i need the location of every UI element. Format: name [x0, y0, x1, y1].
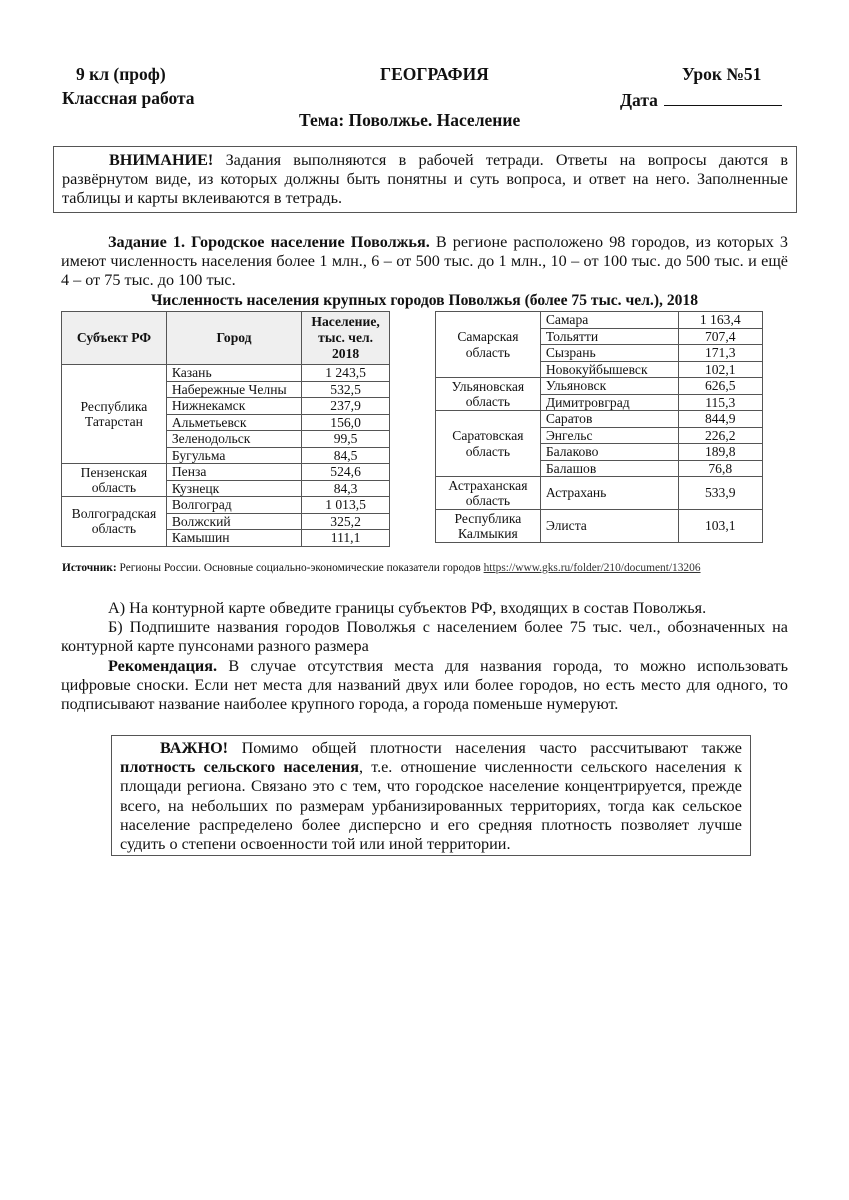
source-link[interactable]: https://www.gks.ru/folder/210/document/13206 [483, 562, 701, 574]
population-cell: 626,5 [678, 378, 763, 395]
city-cell: Тольятти [540, 328, 678, 345]
important-text-1: Помимо общей плотности населения часто рассчитывают также [228, 739, 742, 757]
subject-cell: Астраханская область [436, 477, 541, 510]
population-cell: 99,5 [302, 431, 390, 448]
city-cell: Элиста [540, 510, 678, 543]
population-cell: 84,5 [302, 447, 390, 464]
population-cell: 84,3 [302, 480, 390, 497]
table-header-row [62, 312, 390, 365]
subject-cell: Самарская область [436, 312, 541, 378]
city-cell: Волгоград [166, 497, 301, 514]
table-row [436, 477, 763, 510]
city-cell: Димитровград [540, 394, 678, 411]
subject-cell: Волгоградская область [62, 497, 167, 547]
subject-cell: Республика Калмыкия [436, 510, 541, 543]
important-term: плотность сельского населения [120, 758, 359, 777]
population-cell: 533,9 [678, 477, 763, 510]
population-cell: 524,6 [302, 464, 390, 481]
population-cell: 844,9 [678, 411, 763, 428]
population-cell: 102,1 [678, 361, 763, 378]
lesson-number: Урок №51 [682, 64, 762, 84]
header-subject: Субъект РФ [62, 312, 167, 365]
table-row [436, 312, 763, 329]
population-cell: 171,3 [678, 345, 763, 362]
topic-title: Тема: Поволжье. Население [299, 110, 521, 130]
table-row [62, 365, 390, 382]
table-row [436, 510, 763, 543]
table-row [436, 378, 763, 395]
source-note [62, 562, 701, 574]
instructions [61, 599, 788, 714]
table-row [62, 497, 390, 514]
population-cell: 189,8 [678, 444, 763, 461]
city-cell: Балашов [540, 460, 678, 477]
work-type-label: Классная работа [62, 88, 195, 108]
population-cell: 226,2 [678, 427, 763, 444]
subject-cell: Республика Татарстан [62, 365, 167, 464]
population-cell: 532,5 [302, 381, 390, 398]
city-cell: Сызрань [540, 345, 678, 362]
attention-lead: ВНИМАНИЕ! [109, 151, 214, 169]
population-cell: 237,9 [302, 398, 390, 415]
city-cell: Энгельс [540, 427, 678, 444]
population-cell: 111,1 [302, 530, 390, 547]
population-table-right [435, 311, 763, 543]
date-label: Дата [620, 90, 658, 110]
important-lead: ВАЖНО! [160, 739, 229, 757]
city-cell: Самара [540, 312, 678, 329]
instruction-b: Б) Подпишите названия городов Поволжья с населением более 75 тыс. чел., обозначенных на контурной карте пунсонами разного размера [61, 618, 788, 656]
city-cell: Бугульма [166, 447, 301, 464]
task1-paragraph [61, 233, 788, 291]
header-city: Город [166, 312, 301, 365]
subject-cell: Саратовская область [436, 411, 541, 477]
city-cell: Саратов [540, 411, 678, 428]
population-cell: 1 243,5 [302, 365, 390, 382]
population-cell: 707,4 [678, 328, 763, 345]
important-text-2: , т.е. отношение численности сельского населения к площади региона. Связано это с тем, что городское население концентрируется, прежде всего, на небольших по размерам урбанизированных территориях, тогда как сельское население распределено более дисперсно и его средняя плотность позволяет лучше судить о степени освоенности той или иной территории. [120, 758, 743, 854]
population-cell: 76,8 [678, 460, 763, 477]
city-cell: Казань [166, 365, 301, 382]
source-text: Регионы России. Основные социально-экономические показатели городов [116, 562, 484, 574]
date-blank-line [664, 88, 782, 106]
city-cell: Камышин [166, 530, 301, 547]
population-table-left [61, 311, 390, 547]
city-cell: Нижнекамск [166, 398, 301, 415]
recommendation [61, 657, 788, 715]
city-cell: Зеленодольск [166, 431, 301, 448]
date-field [620, 88, 782, 110]
grade-label: 9 кл (проф) [76, 64, 166, 84]
population-cell: 1 013,5 [302, 497, 390, 514]
city-cell: Балаково [540, 444, 678, 461]
population-cell: 1 163,4 [678, 312, 763, 329]
task1-lead: Задание 1. Городское население Поволжья. [108, 233, 430, 251]
subject-cell: Ульяновская область [436, 378, 541, 411]
table-row [62, 464, 390, 481]
table-row [436, 411, 763, 428]
header-population: Население, тыс. чел. 2018 [302, 312, 390, 365]
city-cell: Кузнецк [166, 480, 301, 497]
city-cell: Астрахань [540, 477, 678, 510]
city-cell: Новокуйбышевск [540, 361, 678, 378]
population-cell: 156,0 [302, 414, 390, 431]
recommendation-text: В случае отсутствия места для названия города, то можно использовать цифровые сноски. Если нет места для названий двух или более городов, но есть место для одного, то подписывают название наиболее крупного города, а города поменьше нумеруют. [61, 656, 788, 714]
important-box [111, 735, 751, 856]
city-cell: Ульяновск [540, 378, 678, 395]
attention-box [53, 146, 797, 213]
recommendation-lead: Рекомендация. [108, 656, 218, 675]
city-cell: Волжский [166, 513, 301, 530]
subject-cell: Пензенская область [62, 464, 167, 497]
population-cell: 115,3 [678, 394, 763, 411]
subject-title: ГЕОГРАФИЯ [380, 64, 489, 84]
city-cell: Набережные Челны [166, 381, 301, 398]
city-cell: Альметьевск [166, 414, 301, 431]
table-title: Численность населения крупных городов Поволжья (более 75 тыс. чел.), 2018 [150, 292, 699, 309]
attention-text: Задания выполняются в рабочей тетради. Ответы на вопросы даются в развёрнутом виде, из которых должны быть понятны и суть вопроса, и ответ на него. Заполненные таблицы и карты вклеиваются в тетрадь. [62, 151, 788, 208]
city-cell: Пенза [166, 464, 301, 481]
population-cell: 325,2 [302, 513, 390, 530]
task1-text: В регионе расположено 98 городов, из которых 3 имеют численность населения более 1 млн., 6 – от 500 тыс. до 1 млн., 10 – от 100 тыс. до 500 тыс. и ещё 4 – от 75 тыс. до 100 тыс. [61, 233, 788, 290]
population-cell: 103,1 [678, 510, 763, 543]
instruction-a: А) На контурной карте обведите границы субъектов РФ, входящих в состав Поволжья. [108, 599, 707, 617]
source-lead: Источник: [62, 562, 117, 574]
